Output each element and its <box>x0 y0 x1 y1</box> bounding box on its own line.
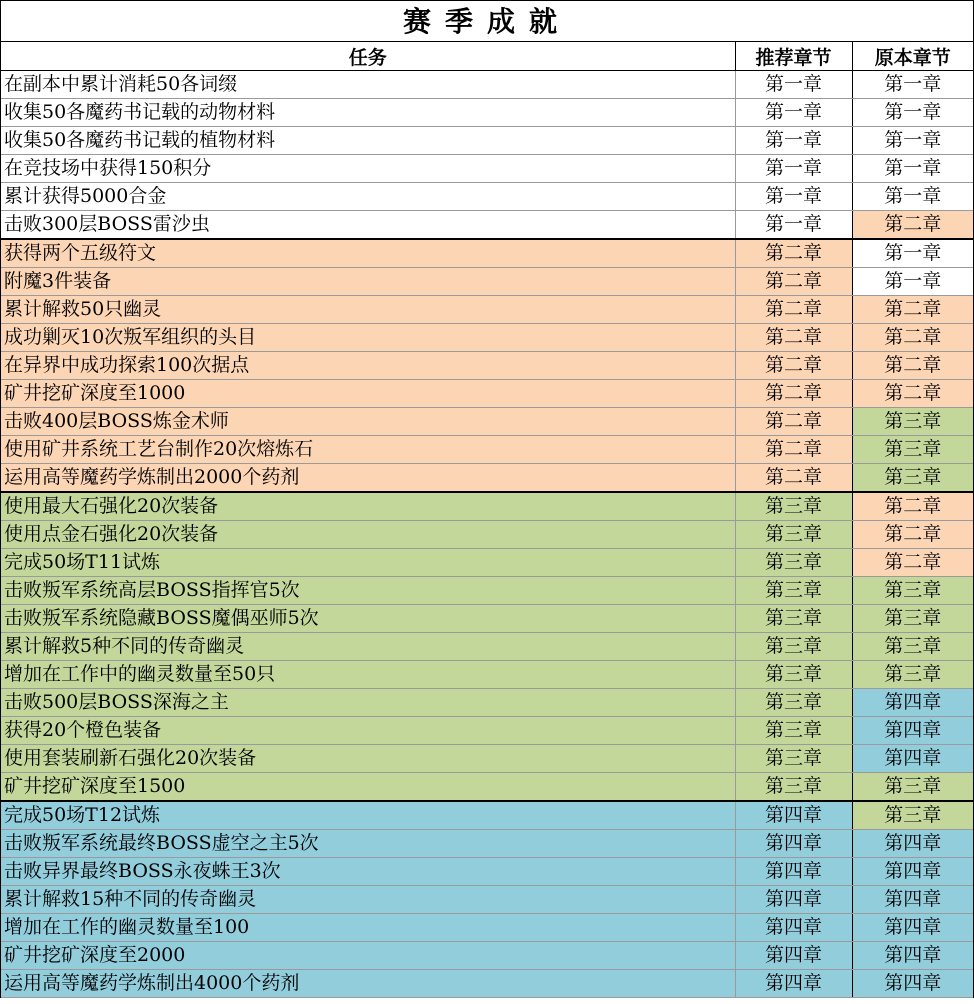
table-row <box>1 71 973 99</box>
task-cell: 收集50各魔药书记载的动物材料 <box>1 99 735 127</box>
table-row <box>1 380 973 408</box>
original-chapter-cell: 第四章 <box>852 970 973 998</box>
table-row <box>1 436 973 464</box>
original-chapter-cell: 第三章 <box>852 408 973 436</box>
table-row <box>1 127 973 155</box>
recommended-chapter-cell: 第三章 <box>735 605 852 633</box>
table-row <box>1 183 973 211</box>
table-row <box>1 605 973 633</box>
recommended-chapter-cell: 第一章 <box>735 99 852 127</box>
task-cell: 击败叛军系统最终BOSS虚空之主5次 <box>1 830 735 858</box>
table-row <box>1 492 973 521</box>
recommended-chapter-cell: 第二章 <box>735 464 852 493</box>
original-chapter-cell: 第四章 <box>852 830 973 858</box>
header-row <box>1 42 973 71</box>
task-cell: 矿井挖矿深度至1500 <box>1 773 735 802</box>
original-chapter-cell: 第二章 <box>852 324 973 352</box>
task-cell: 击败叛军系统隐藏BOSS魔偶巫师5次 <box>1 605 735 633</box>
recommended-chapter-cell: 第一章 <box>735 183 852 211</box>
task-cell: 矿井挖矿深度至2000 <box>1 942 735 970</box>
original-chapter-cell: 第三章 <box>852 464 973 493</box>
original-chapter-cell: 第四章 <box>852 745 973 773</box>
original-chapter-cell: 第三章 <box>852 801 973 830</box>
recommended-chapter-cell: 第一章 <box>735 71 852 99</box>
recommended-chapter-cell: 第二章 <box>735 380 852 408</box>
table-row <box>1 268 973 296</box>
original-chapter-cell: 第三章 <box>852 661 973 689</box>
original-chapter-cell: 第一章 <box>852 71 973 99</box>
table-row <box>1 830 973 858</box>
recommended-chapter-cell: 第二章 <box>735 239 852 268</box>
recommended-chapter-cell: 第三章 <box>735 717 852 745</box>
table-row <box>1 745 973 773</box>
task-cell: 累计解救15种不同的传奇幽灵 <box>1 886 735 914</box>
task-cell: 累计解救50只幽灵 <box>1 296 735 324</box>
recommended-chapter-cell: 第四章 <box>735 970 852 998</box>
table-row <box>1 577 973 605</box>
recommended-chapter-cell: 第二章 <box>735 436 852 464</box>
table-body <box>1 71 973 998</box>
recommended-chapter-cell: 第四章 <box>735 858 852 886</box>
recommended-chapter-cell: 第四章 <box>735 942 852 970</box>
original-chapter-cell: 第四章 <box>852 886 973 914</box>
original-chapter-cell: 第三章 <box>852 773 973 802</box>
task-cell: 获得20个橙色装备 <box>1 717 735 745</box>
task-cell: 使用最大石强化20次装备 <box>1 492 735 521</box>
original-chapter-cell: 第四章 <box>852 914 973 942</box>
original-chapter-cell: 第二章 <box>852 296 973 324</box>
table-row <box>1 408 973 436</box>
task-cell: 击败叛军系统高层BOSS指挥官5次 <box>1 577 735 605</box>
recommended-chapter-cell: 第三章 <box>735 577 852 605</box>
task-cell: 在副本中累计消耗50各词缀 <box>1 71 735 99</box>
recommended-chapter-cell: 第三章 <box>735 633 852 661</box>
original-chapter-cell: 第三章 <box>852 577 973 605</box>
task-cell: 收集50各魔药书记载的植物材料 <box>1 127 735 155</box>
table-row <box>1 296 973 324</box>
original-chapter-cell: 第四章 <box>852 689 973 717</box>
table-row <box>1 239 973 268</box>
original-chapter-cell: 第一章 <box>852 127 973 155</box>
column-header-recommended: 推荐章节 <box>735 42 852 71</box>
recommended-chapter-cell: 第四章 <box>735 830 852 858</box>
task-cell: 获得两个五级符文 <box>1 239 735 268</box>
recommended-chapter-cell: 第二章 <box>735 324 852 352</box>
recommended-chapter-cell: 第三章 <box>735 521 852 549</box>
original-chapter-cell: 第四章 <box>852 942 973 970</box>
recommended-chapter-cell: 第二章 <box>735 408 852 436</box>
original-chapter-cell: 第一章 <box>852 155 973 183</box>
task-cell: 击败300层BOSS雷沙虫 <box>1 211 735 240</box>
task-cell: 在异界中成功探索100次据点 <box>1 352 735 380</box>
task-cell: 击败异界最终BOSS永夜蛛王3次 <box>1 858 735 886</box>
table-row <box>1 549 973 577</box>
recommended-chapter-cell: 第三章 <box>735 549 852 577</box>
task-cell: 增加在工作的幽灵数量至100 <box>1 914 735 942</box>
table-row <box>1 661 973 689</box>
original-chapter-cell: 第二章 <box>852 521 973 549</box>
table-row <box>1 521 973 549</box>
table-row <box>1 352 973 380</box>
recommended-chapter-cell: 第一章 <box>735 127 852 155</box>
recommended-chapter-cell: 第三章 <box>735 745 852 773</box>
task-cell: 附魔3件装备 <box>1 268 735 296</box>
recommended-chapter-cell: 第三章 <box>735 492 852 521</box>
table-row <box>1 942 973 970</box>
original-chapter-cell: 第一章 <box>852 239 973 268</box>
table-row <box>1 717 973 745</box>
original-chapter-cell: 第四章 <box>852 858 973 886</box>
original-chapter-cell: 第二章 <box>852 352 973 380</box>
table-row <box>1 633 973 661</box>
task-cell: 使用点金石强化20次装备 <box>1 521 735 549</box>
task-cell: 击败400层BOSS炼金术师 <box>1 408 735 436</box>
achievement-table <box>1 42 973 998</box>
task-cell: 累计获得5000合金 <box>1 183 735 211</box>
task-cell: 运用高等魔药学炼制出2000个药剂 <box>1 464 735 493</box>
task-cell: 完成50场T11试炼 <box>1 549 735 577</box>
task-cell: 使用矿井系统工艺台制作20次熔炼石 <box>1 436 735 464</box>
table-row <box>1 689 973 717</box>
table-row <box>1 773 973 802</box>
table-row <box>1 858 973 886</box>
table-row <box>1 914 973 942</box>
original-chapter-cell: 第三章 <box>852 633 973 661</box>
recommended-chapter-cell: 第一章 <box>735 211 852 240</box>
recommended-chapter-cell: 第二章 <box>735 296 852 324</box>
task-cell: 运用高等魔药学炼制出4000个药剂 <box>1 970 735 998</box>
column-header-task: 任务 <box>1 42 735 71</box>
table-row <box>1 464 973 493</box>
recommended-chapter-cell: 第二章 <box>735 268 852 296</box>
table-row <box>1 155 973 183</box>
original-chapter-cell: 第一章 <box>852 268 973 296</box>
sheet-title: 赛季成就 <box>1 0 973 42</box>
task-cell: 完成50场T12试炼 <box>1 801 735 830</box>
recommended-chapter-cell: 第四章 <box>735 801 852 830</box>
recommended-chapter-cell: 第三章 <box>735 773 852 802</box>
table-row <box>1 801 973 830</box>
original-chapter-cell: 第一章 <box>852 183 973 211</box>
original-chapter-cell: 第二章 <box>852 492 973 521</box>
task-cell: 在竞技场中获得150积分 <box>1 155 735 183</box>
recommended-chapter-cell: 第三章 <box>735 661 852 689</box>
table-row <box>1 886 973 914</box>
recommended-chapter-cell: 第二章 <box>735 352 852 380</box>
original-chapter-cell: 第二章 <box>852 380 973 408</box>
column-header-original: 原本章节 <box>852 42 973 71</box>
table-row <box>1 324 973 352</box>
task-cell: 累计解救5种不同的传奇幽灵 <box>1 633 735 661</box>
task-cell: 击败500层BOSS深海之主 <box>1 689 735 717</box>
task-cell: 成功剿灭10次叛军组织的头目 <box>1 324 735 352</box>
original-chapter-cell: 第二章 <box>852 549 973 577</box>
recommended-chapter-cell: 第四章 <box>735 914 852 942</box>
task-cell: 矿井挖矿深度至1000 <box>1 380 735 408</box>
original-chapter-cell: 第二章 <box>852 211 973 240</box>
original-chapter-cell: 第四章 <box>852 717 973 745</box>
original-chapter-cell: 第三章 <box>852 605 973 633</box>
task-cell: 增加在工作中的幽灵数量至50只 <box>1 661 735 689</box>
recommended-chapter-cell: 第三章 <box>735 689 852 717</box>
original-chapter-cell: 第三章 <box>852 436 973 464</box>
recommended-chapter-cell: 第四章 <box>735 886 852 914</box>
task-cell: 使用套装刷新石强化20次装备 <box>1 745 735 773</box>
table-row <box>1 211 973 240</box>
table-row <box>1 970 973 998</box>
table-row <box>1 99 973 127</box>
recommended-chapter-cell: 第一章 <box>735 155 852 183</box>
original-chapter-cell: 第一章 <box>852 99 973 127</box>
